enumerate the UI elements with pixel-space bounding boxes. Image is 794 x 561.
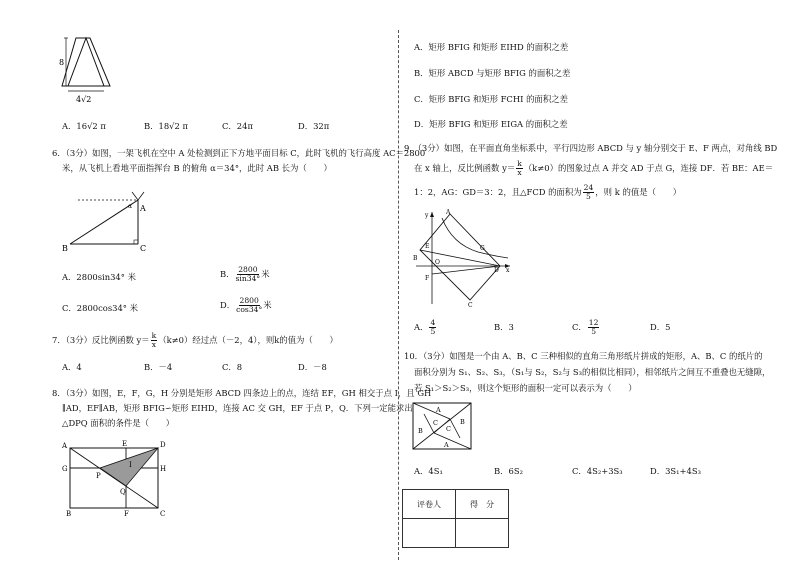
score-label-cell: 得 分 <box>456 490 509 519</box>
q9-option-c-fraction <box>588 319 600 336</box>
q10-label-a-bottom: A <box>444 441 449 449</box>
q5-option-a[interactable]: A．16√2 π <box>62 121 106 131</box>
q8-option-d[interactable]: D．矩形 BFIG 和矩形 EIGA 的面积之差 <box>414 119 568 129</box>
q6-figure <box>60 188 160 254</box>
q5-option-d[interactable]: D．32π <box>298 121 330 131</box>
q10-option-b[interactable]: B．6S₂ <box>494 466 523 476</box>
q8-stem-line2: ∥AD，EF∥AB，矩形 BFIG∽矩形 EIHD，连接 AC 交 GH，EF 于点 P，Q．下列一定能求出 <box>62 403 413 413</box>
q9-figure <box>412 208 516 308</box>
q9-stem-line2 <box>414 160 773 177</box>
reviewer-cell: 评卷人 <box>403 490 456 519</box>
q7-option-c[interactable]: C．8 <box>222 362 243 372</box>
q6-option-b-den: sin34° <box>235 274 261 283</box>
q8-stem-line3: △DPQ 面积的条件是（ ） <box>62 418 175 428</box>
q6-option-b-num: 2800 <box>238 265 258 274</box>
q9-area-den: 5 <box>586 192 591 201</box>
q9-stem-line3-prefix: 1：2，AG：GD＝3：2，且△FCD 的面积为 <box>414 187 582 197</box>
q8-stem-line1: 8．（3分）如图，E，F，G，H 分别是矩形 ABCD 四条边上的点，连结 EF，GH 相交于点 I，且 GH <box>52 388 432 398</box>
reviewer-input-cell[interactable] <box>403 519 456 548</box>
q7-stem <box>52 332 338 349</box>
q9-option-d[interactable]: D．5 <box>650 322 671 332</box>
q9-option-c[interactable] <box>572 319 600 336</box>
q7-option-d[interactable]: D．－8 <box>298 362 327 372</box>
q6-option-c[interactable]: C．2800cos34° 米 <box>62 303 139 313</box>
q9-area-fraction <box>583 184 595 201</box>
q6-point-c: C <box>140 244 147 253</box>
q8-label-p: P <box>96 472 101 480</box>
score-table-row <box>403 490 509 519</box>
q9-label-g: G <box>480 245 485 252</box>
q9-function-den: x <box>517 168 522 177</box>
q6-option-a[interactable]: A．2800sin34° 米 <box>62 272 136 282</box>
q9-function-fraction <box>516 160 523 177</box>
q9-label-d: D <box>494 267 499 274</box>
q9-stem-line3-suffix: ，则 k 的值是（ ） <box>595 187 682 197</box>
q9-option-a-prefix: A． <box>414 322 429 332</box>
q8-label-g: G <box>62 465 68 473</box>
q6-option-d[interactable] <box>220 297 272 314</box>
q6-option-d-num: 2800 <box>239 296 259 305</box>
q10-figure <box>410 400 476 454</box>
q8-label-e: E <box>122 440 128 448</box>
q7-stem-prefix: 7．（3分）反比例函数 y＝ <box>52 335 150 345</box>
q6-alpha-label: α <box>128 203 133 210</box>
q10-option-c[interactable]: C．4S₂+3S₃ <box>572 466 623 476</box>
q9-option-b[interactable]: B．3 <box>494 322 514 332</box>
q8-option-c[interactable]: C．矩形 BFIG 和矩形 FCHI 的面积之差 <box>414 94 568 104</box>
q9-option-c-den: 5 <box>591 327 597 336</box>
q8-option-a[interactable]: A．矩形 BFIG 和矩形 EIHD 的面积之差 <box>414 42 569 52</box>
q5-height-label: 8 <box>59 58 65 67</box>
q10-option-a[interactable]: A．4S₁ <box>414 466 443 476</box>
q10-label-c-right: C <box>446 425 451 433</box>
q6-option-b-fraction <box>236 266 261 283</box>
q8-label-b: B <box>66 510 72 518</box>
q8-option-b[interactable]: B．矩形 ABCD 与矩形 BFIG 的面积之差 <box>414 68 571 78</box>
q6-option-d-prefix: D． <box>220 300 236 310</box>
q10-label-b-right: B <box>460 418 465 426</box>
q9-stem-line1: 9．（3分）如图，在平面直角坐标系中，平行四边形 ABCD 与 y 轴分别交于 E、F 两点，对角线 BD <box>404 143 778 153</box>
q8-figure <box>60 438 172 520</box>
q6-option-b-prefix: B． <box>220 269 235 279</box>
q9-option-a-den: 5 <box>430 327 436 336</box>
q6-option-d-suffix: 米 <box>263 300 272 310</box>
q6-option-b-suffix: 米 <box>261 269 270 279</box>
q10-label-c-left: C <box>433 419 438 427</box>
q7-option-b[interactable]: B．－4 <box>144 362 173 372</box>
q10-stem-line2: 面积分别为 S₁、S₂、S₃，（S₁与 S₂，S₂与 S₃的相似比相同），相邻纸片之间互不重叠也无缝隙， <box>414 367 771 377</box>
q6-point-a: A <box>140 204 146 213</box>
q10-label-a-top: A <box>436 406 441 414</box>
q8-label-d: D <box>160 441 166 449</box>
q6-point-b: B <box>62 244 68 253</box>
q9-option-a-fraction <box>429 319 436 336</box>
score-input-cell[interactable] <box>456 519 509 548</box>
q9-label-a: A <box>446 209 451 216</box>
q6-option-d-fraction <box>236 297 262 314</box>
q7-option-a[interactable]: A．4 <box>62 362 82 372</box>
q9-option-a-num: 4 <box>430 318 436 327</box>
q5-option-b[interactable]: B．18√2 π <box>144 121 189 131</box>
q9-option-c-num: 12 <box>588 318 599 327</box>
score-table <box>402 489 509 548</box>
q9-label-x: x <box>506 267 510 274</box>
q7-fraction-num: k <box>151 331 157 340</box>
q5-figure <box>58 34 128 112</box>
q8-label-a: A <box>62 442 68 450</box>
q9-option-a[interactable] <box>414 319 437 336</box>
q7-stem-suffix: （k≠0）经过点（－2，4），则k的值为（ ） <box>158 335 338 345</box>
q9-label-f: F <box>425 275 430 282</box>
q9-label-b: B <box>413 255 418 262</box>
q5-option-c[interactable]: C．24π <box>222 121 253 131</box>
column-divider <box>398 30 399 560</box>
q9-label-o: O <box>435 259 440 266</box>
q8-label-h: H <box>160 465 167 473</box>
q8-label-i: I <box>129 461 132 469</box>
q10-stem-line3: 若 S₁＞S₂＞S₃，则这个矩形的面积一定可以表示为（ ） <box>414 383 637 393</box>
q5-base-label: 4√2 <box>76 95 92 104</box>
q6-option-d-den: cos34° <box>236 305 263 314</box>
q10-option-d[interactable]: D．3S₁+4S₃ <box>650 466 701 476</box>
q10-label-b-left: B <box>418 427 423 435</box>
q6-stem-line1: 6．（3分）如图，一架飞机在空中 A 处检测到正下方地平面目标 C，此时飞机的飞行高度 AC＝2800 <box>52 148 426 158</box>
q8-label-c: C <box>160 510 166 518</box>
q9-stem-line3 <box>414 184 681 201</box>
q10-stem-line1: 10．（3分）如图是一个由 A、B、C 三种相似的直角三角形纸片拼成的矩形，A、B、C 的纸片的 <box>404 351 763 361</box>
q9-area-num: 24 <box>583 183 594 192</box>
score-table-row <box>403 519 509 548</box>
q6-option-b[interactable] <box>220 266 270 283</box>
q9-stem-line2-prefix: 在 x 轴上，反比例函数 y＝ <box>414 163 516 173</box>
q9-option-c-prefix: C． <box>572 322 587 332</box>
q8-label-f: F <box>124 510 129 518</box>
q6-stem-line2: 米，从飞机上看地平面指挥台 B 的俯角 α＝34°，此时 AB 长为（ ） <box>62 163 332 173</box>
q8-label-q: Q <box>120 488 126 496</box>
q9-stem-line2-suffix: （k≠0）的图象过点 A 并交 AD 于点 G，连接 DF．若 BE：AE＝ <box>523 163 774 173</box>
q9-label-e: E <box>425 243 430 250</box>
q9-label-y: y <box>425 212 429 219</box>
q9-function-num: k <box>517 159 522 168</box>
q9-label-c: C <box>468 302 473 308</box>
q7-fraction-den: x <box>151 340 157 349</box>
q7-fraction <box>151 332 158 349</box>
